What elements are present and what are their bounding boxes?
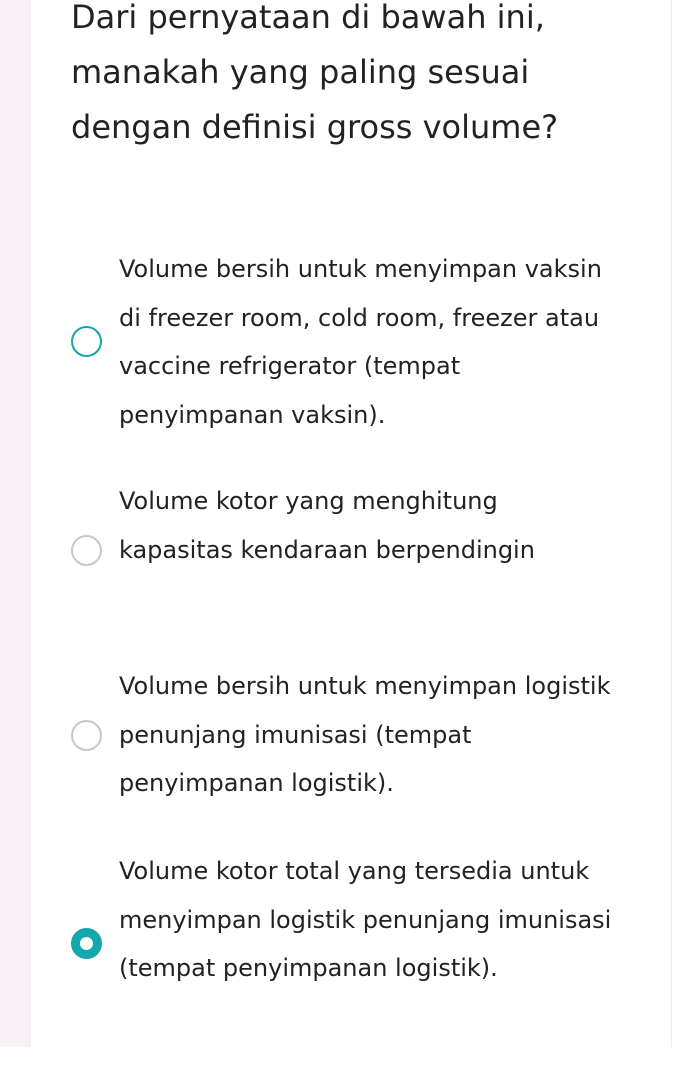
answer-option-label-4: Volume kotor total yang tersedia untuk menyimpan logistik penunjang imunisasi (tempat penyimpanan logistik). xyxy=(119,857,612,982)
bottom-blank-area xyxy=(0,1047,673,1071)
question-card xyxy=(31,0,672,1047)
radio-button-option-2[interactable] xyxy=(71,535,102,566)
answer-option-4[interactable] xyxy=(71,847,651,1039)
left-background-strip xyxy=(0,0,31,1047)
answer-option-2[interactable] xyxy=(71,477,651,622)
answer-option-label-2: Volume kotor yang menghitung kapasitas kendaraan berpendingin xyxy=(119,487,535,564)
answer-option-label-3: Volume bersih untuk menyimpan logistik penunjang imunisasi (tempat penyimpanan logistik). xyxy=(119,672,611,797)
radio-button-option-4-selected[interactable] xyxy=(71,928,102,959)
answer-option-label-1: Volume bersih untuk menyimpan vaksin di freezer room, cold room, freezer atau vaccine refrigerator (tempat penyimpanan vaksin). xyxy=(119,255,602,429)
radio-button-option-3[interactable] xyxy=(71,720,102,751)
answer-option-3[interactable] xyxy=(71,662,651,807)
radio-button-option-1[interactable] xyxy=(71,326,102,357)
answer-option-1[interactable] xyxy=(71,245,651,437)
question-text: Dari pernyataan di bawah ini, manakah yang paling sesuai dengan definisi gross volume? xyxy=(71,0,559,146)
